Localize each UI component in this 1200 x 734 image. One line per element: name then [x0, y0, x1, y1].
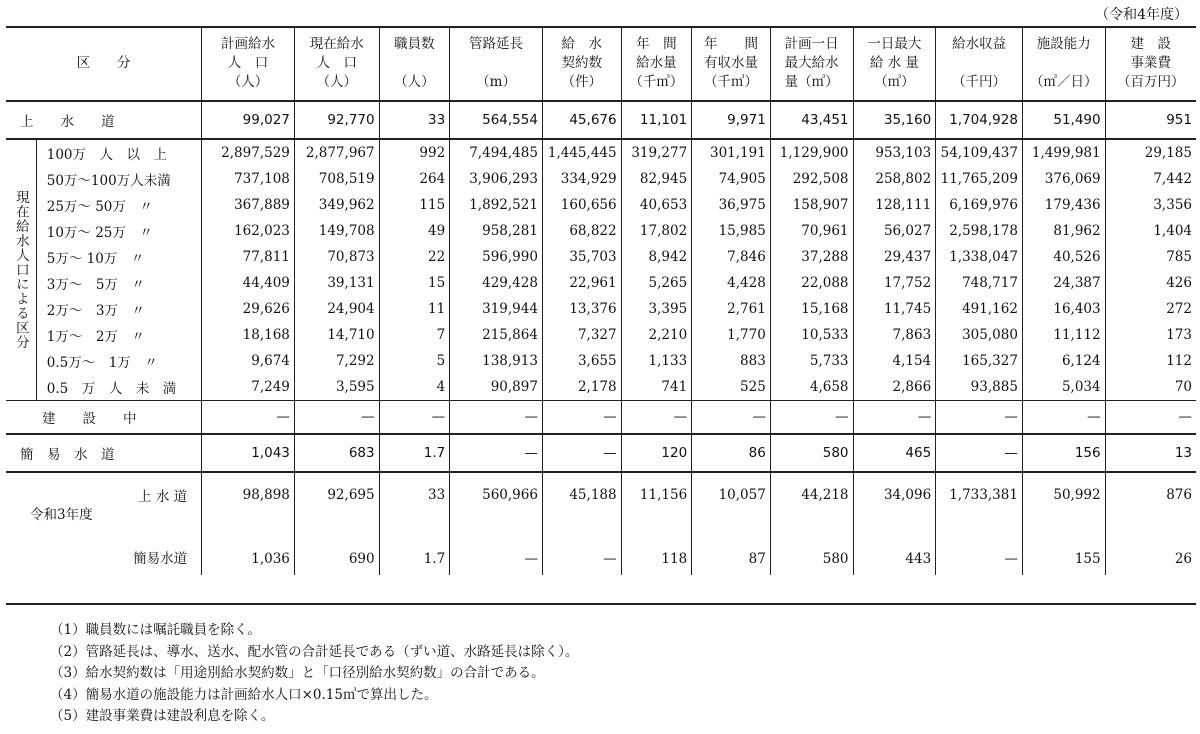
- table-cell: 883: [692, 348, 771, 374]
- table-cell: 215,864: [450, 322, 543, 348]
- table-cell: 34,096: [853, 472, 936, 517]
- table-cell: 92,695: [294, 472, 379, 517]
- table-cell: —: [1022, 401, 1105, 435]
- table-cell: 785: [1166, 249, 1192, 265]
- r3-josuido-row: [6, 472, 1196, 517]
- table-cell: —: [692, 401, 771, 435]
- table-cell: 429,428: [450, 270, 543, 296]
- table-cell: 36,975: [692, 192, 771, 218]
- table-cell: 93,885: [936, 374, 1023, 401]
- table-cell: 560,966: [450, 472, 543, 517]
- table-cell: 6,124: [1022, 348, 1105, 374]
- table-cell: 10,057: [692, 472, 771, 517]
- header-planned-population: 計画給水 人 口 （人）: [202, 26, 295, 101]
- population-category-row: [6, 139, 1196, 166]
- table-cell: 98,898: [202, 472, 295, 517]
- table-cell: 1,338,047: [936, 244, 1023, 270]
- table-cell: 50,992: [1022, 472, 1105, 517]
- footnote: （5）建設事業費は建設利息を除く。: [50, 708, 275, 725]
- table-cell: 426: [1166, 275, 1192, 291]
- table-cell: 128,111: [853, 192, 936, 218]
- table-cell: 4,154: [853, 348, 936, 374]
- table-cell: 737,108: [202, 166, 295, 192]
- header-construction-cost: 建 設 事業費 （百万円）: [1105, 26, 1196, 101]
- table-cell: 953,103: [853, 139, 936, 166]
- table-cell: 258,802: [853, 166, 936, 192]
- group-label: 現在給水人口による区分: [6, 139, 36, 401]
- table-cell: 173: [1166, 327, 1192, 343]
- table-cell: 1,770: [692, 322, 771, 348]
- table-cell: 26: [1174, 551, 1192, 567]
- table-cell: 8,942: [621, 244, 692, 270]
- table-cell: 54,109,437: [936, 139, 1023, 166]
- table-cell: —: [542, 434, 621, 472]
- table-cell: 35,160: [853, 101, 936, 139]
- table-cell: 29,185: [1144, 145, 1192, 161]
- table-cell: 11,112: [1022, 322, 1105, 348]
- table-cell: 11,156: [621, 472, 692, 517]
- table-cell: 349,962: [294, 192, 379, 218]
- table-cell: 7,249: [202, 374, 295, 401]
- population-category-row: [6, 322, 1196, 348]
- header-staff: 職員数 （人）: [379, 26, 450, 101]
- table-cell: 165,327: [936, 348, 1023, 374]
- table-cell: 951: [1105, 101, 1196, 139]
- table-cell: 37,288: [770, 244, 853, 270]
- table-cell: 15: [379, 270, 450, 296]
- table-cell: 99,027: [202, 101, 295, 139]
- table-cell: —: [542, 401, 621, 435]
- table-cell: —: [853, 401, 936, 435]
- table-cell: 2,598,178: [936, 218, 1023, 244]
- table-cell: —: [294, 401, 379, 435]
- population-category-row: [6, 166, 1196, 192]
- table-cell: 7,846: [692, 244, 771, 270]
- table-cell: 149,708: [294, 218, 379, 244]
- category-label: 25万～ 50万 〃: [36, 192, 201, 218]
- footnote: （4）簡易水道の施設能力は計画給水人口×0.15㎥で算出した。: [50, 686, 438, 703]
- table-cell: 10,533: [770, 322, 853, 348]
- table-cell: 5,733: [770, 348, 853, 374]
- table-cell: 272: [1166, 301, 1192, 317]
- header-revenue: 給水収益 （千円）: [936, 26, 1023, 101]
- table-cell: 112: [1166, 353, 1192, 369]
- table-cell: 292,508: [770, 166, 853, 192]
- r3-kani-label: 令和3年度 簡易水道: [6, 517, 202, 575]
- table-cell: 264: [379, 166, 450, 192]
- table-cell: 3,356: [1153, 197, 1192, 213]
- table-cell: 2,866: [853, 374, 936, 401]
- header-daily-max: 一日最大 給 水 量 （㎥）: [853, 26, 936, 101]
- table-cell: 7,442: [1153, 171, 1192, 187]
- kensetsu-row: [6, 401, 1196, 435]
- table-cell: 7,292: [294, 348, 379, 374]
- kensetsu-label: 建 設 中: [6, 401, 202, 435]
- table-cell: 596,990: [450, 244, 543, 270]
- table-cell: 1,445,445: [542, 139, 621, 166]
- kani-row: [6, 434, 1196, 472]
- table-cell: 40,653: [621, 192, 692, 218]
- category-label: 2万～ 3万 〃: [36, 296, 201, 322]
- table-cell: 82,945: [621, 166, 692, 192]
- table-cell: 51,490: [1022, 101, 1105, 139]
- table-cell: 43,451: [770, 101, 853, 139]
- table-cell: 11,745: [853, 296, 936, 322]
- table-cell: 70,873: [294, 244, 379, 270]
- table-cell: 4,658: [770, 374, 853, 401]
- category-label: 0.5 万 人 未 満: [36, 374, 201, 401]
- table-cell: 15,985: [692, 218, 771, 244]
- table-cell: —: [1105, 401, 1196, 435]
- category-label: 3万～ 5万 〃: [36, 270, 201, 296]
- table-cell: 11,765,209: [936, 166, 1023, 192]
- table-cell: 1,404: [1153, 223, 1192, 239]
- table-cell: 1,733,381: [936, 472, 1023, 517]
- kani-label: 簡 易 水 道: [6, 434, 202, 472]
- table-cell: 18,168: [202, 322, 295, 348]
- table-cell: —: [770, 401, 853, 435]
- table-cell: 118: [621, 517, 692, 575]
- category-label: 100万 人 以 上: [36, 139, 201, 166]
- header-contracts: 給 水 契約数 （件）: [542, 26, 621, 101]
- table-cell: 22,088: [770, 270, 853, 296]
- table-cell: 6,169,976: [936, 192, 1023, 218]
- table-cell: 45,188: [542, 472, 621, 517]
- table-cell: 39,131: [294, 270, 379, 296]
- table-cell: —: [450, 517, 543, 575]
- table-cell: 5,034: [1022, 374, 1105, 401]
- table-cell: 17,752: [853, 270, 936, 296]
- header-pipe-length: 管路延長 （m）: [450, 26, 543, 101]
- fiscal-year-note: （令和4年度）: [1095, 7, 1188, 23]
- table-cell: 301,191: [692, 139, 771, 166]
- table-cell: 491,162: [936, 296, 1023, 322]
- table-cell: 1.7: [379, 434, 450, 472]
- table-cell: —: [936, 434, 1023, 472]
- table-cell: —: [621, 401, 692, 435]
- r3-year-label: 令和3年度: [30, 507, 93, 523]
- table-cell: 14,710: [294, 322, 379, 348]
- table-cell: 1,704,928: [936, 101, 1023, 139]
- table-cell: 11: [379, 296, 450, 322]
- header-current-population: 現在給水 人 口 （人）: [294, 26, 379, 101]
- table-cell: 70,961: [770, 218, 853, 244]
- table-cell: 465: [853, 434, 936, 472]
- table-cell: 4,428: [692, 270, 771, 296]
- table-cell: 115: [379, 192, 450, 218]
- table-cell: 2,897,529: [202, 139, 295, 166]
- table-cell: 992: [379, 139, 450, 166]
- table-cell: 1,133: [621, 348, 692, 374]
- table-cell: 160,656: [542, 192, 621, 218]
- population-category-row: [6, 348, 1196, 374]
- table-cell: 1,036: [202, 517, 295, 575]
- table-cell: 86: [692, 434, 771, 472]
- table-cell: 22: [379, 244, 450, 270]
- table-cell: 7,327: [542, 322, 621, 348]
- population-category-row: [6, 374, 1196, 401]
- table-cell: 155: [1022, 517, 1105, 575]
- table-cell: 1,892,521: [450, 192, 543, 218]
- table-cell: 90,897: [450, 374, 543, 401]
- table-cell: —: [542, 517, 621, 575]
- table-cell: 138,913: [450, 348, 543, 374]
- table-cell: 525: [692, 374, 771, 401]
- table-cell: —: [202, 401, 295, 435]
- table-cell: 690: [294, 517, 379, 575]
- population-category-row: [6, 218, 1196, 244]
- table-cell: 49: [379, 218, 450, 244]
- table-cell: 77,811: [202, 244, 295, 270]
- table-cell: 22,961: [542, 270, 621, 296]
- table-cell: 44,409: [202, 270, 295, 296]
- table-cell: 81,962: [1022, 218, 1105, 244]
- table-cell: 33: [379, 101, 450, 139]
- table-cell: 87: [692, 517, 771, 575]
- table-cell: 24,387: [1022, 270, 1105, 296]
- table-cell: 70: [1174, 379, 1192, 395]
- josuido-row: [6, 101, 1196, 139]
- table-cell: 3,655: [542, 348, 621, 374]
- table-cell: 15,168: [770, 296, 853, 322]
- population-category-row: [6, 192, 1196, 218]
- table-cell: 3,906,293: [450, 166, 543, 192]
- table-cell: 876: [1166, 487, 1192, 503]
- r3-josuido-label: 上 水 道: [6, 472, 202, 517]
- header-capacity: 施設能力 （㎥／日）: [1022, 26, 1105, 101]
- table-cell: 74,905: [692, 166, 771, 192]
- table-cell: 443: [853, 517, 936, 575]
- table-cell: 7: [379, 322, 450, 348]
- table-cell: 9,674: [202, 348, 295, 374]
- table-cell: 3,395: [621, 296, 692, 322]
- table-cell: —: [450, 434, 543, 472]
- category-label: 1万～ 2万 〃: [36, 322, 201, 348]
- table-cell: 748,717: [936, 270, 1023, 296]
- table-cell: 376,069: [1022, 166, 1105, 192]
- table-cell: 13: [1105, 434, 1196, 472]
- table-cell: 564,554: [450, 101, 543, 139]
- water-supply-table: [6, 26, 1196, 575]
- population-category-row: [6, 244, 1196, 270]
- table-cell: 158,907: [770, 192, 853, 218]
- footnote: （1）職員数には嘱託職員を除く。: [50, 622, 261, 638]
- table-cell: 29,626: [202, 296, 295, 322]
- population-category-row: [6, 296, 1196, 322]
- table-cell: 305,080: [936, 322, 1023, 348]
- table-cell: 29,437: [853, 244, 936, 270]
- table-cell: 7,494,485: [450, 139, 543, 166]
- footnote: （2）管路延長は、導水、送水、配水管の合計延長である（ずい道、水路延長は除く）。: [50, 643, 579, 660]
- header-planned-daily-max: 計画一日 最大給水 量（㎥）: [770, 26, 853, 101]
- table-cell: 156: [1022, 434, 1105, 472]
- table-cell: 5,265: [621, 270, 692, 296]
- table-cell: 11,101: [621, 101, 692, 139]
- table-cell: 13,376: [542, 296, 621, 322]
- table-cell: —: [936, 517, 1023, 575]
- r3-kani-row: [6, 517, 1196, 575]
- category-label: 50万～100万人未満: [36, 166, 201, 192]
- table-cell: 40,526: [1022, 244, 1105, 270]
- table-cell: —: [450, 401, 543, 435]
- table-cell: 1.7: [379, 517, 450, 575]
- table-cell: 708,519: [294, 166, 379, 192]
- table-cell: 68,822: [542, 218, 621, 244]
- table-cell: 319,944: [450, 296, 543, 322]
- table-cell: 1,043: [202, 434, 295, 472]
- table-cell: 35,703: [542, 244, 621, 270]
- category-label: 5万～ 10万 〃: [36, 244, 201, 270]
- footnote: （3）給水契約数は「用途別給水契約数」と「口径別給水契約数」の合計である。: [50, 665, 545, 682]
- table-cell: 9,971: [692, 101, 771, 139]
- table-cell: 1,129,900: [770, 139, 853, 166]
- table-cell: 319,277: [621, 139, 692, 166]
- population-category-row: [6, 270, 1196, 296]
- header-annual-supply: 年 間 給水量 （千㎥）: [621, 26, 692, 101]
- table-cell: 33: [379, 472, 450, 517]
- table-cell: 3,595: [294, 374, 379, 401]
- table-cell: 683: [294, 434, 379, 472]
- table-cell: 179,436: [1022, 192, 1105, 218]
- table-cell: 958,281: [450, 218, 543, 244]
- table-cell: 2,178: [542, 374, 621, 401]
- table-cell: 16,403: [1022, 296, 1105, 322]
- table-cell: 2,877,967: [294, 139, 379, 166]
- table-cell: —: [379, 401, 450, 435]
- josuido-label: 上 水 道: [6, 101, 202, 139]
- table-cell: 334,929: [542, 166, 621, 192]
- table-cell: 2,210: [621, 322, 692, 348]
- table-cell: 56,027: [853, 218, 936, 244]
- header-annual-billed: 年 間 有収水量 （千㎥）: [692, 26, 771, 101]
- header-kubun: 区 分: [6, 26, 202, 101]
- table-cell: 2,761: [692, 296, 771, 322]
- table-cell: 580: [770, 517, 853, 575]
- table-cell: 162,023: [202, 218, 295, 244]
- table-cell: 45,676: [542, 101, 621, 139]
- table-cell: 4: [379, 374, 450, 401]
- table-cell: 24,904: [294, 296, 379, 322]
- table-cell: 17,802: [621, 218, 692, 244]
- table-cell: 1,499,981: [1022, 139, 1105, 166]
- table-cell: 7,863: [853, 322, 936, 348]
- table-cell: 367,889: [202, 192, 295, 218]
- table-cell: 5: [379, 348, 450, 374]
- table-cell: —: [936, 401, 1023, 435]
- category-label: 0.5万～ 1万 〃: [36, 348, 201, 374]
- header-row: [6, 26, 1196, 101]
- table-cell: 92,770: [294, 101, 379, 139]
- table-cell: 580: [770, 434, 853, 472]
- category-label: 10万～ 25万 〃: [36, 218, 201, 244]
- table-cell: 741: [621, 374, 692, 401]
- table-cell: 120: [621, 434, 692, 472]
- footnotes: [50, 620, 578, 728]
- table-cell: 44,218: [770, 472, 853, 517]
